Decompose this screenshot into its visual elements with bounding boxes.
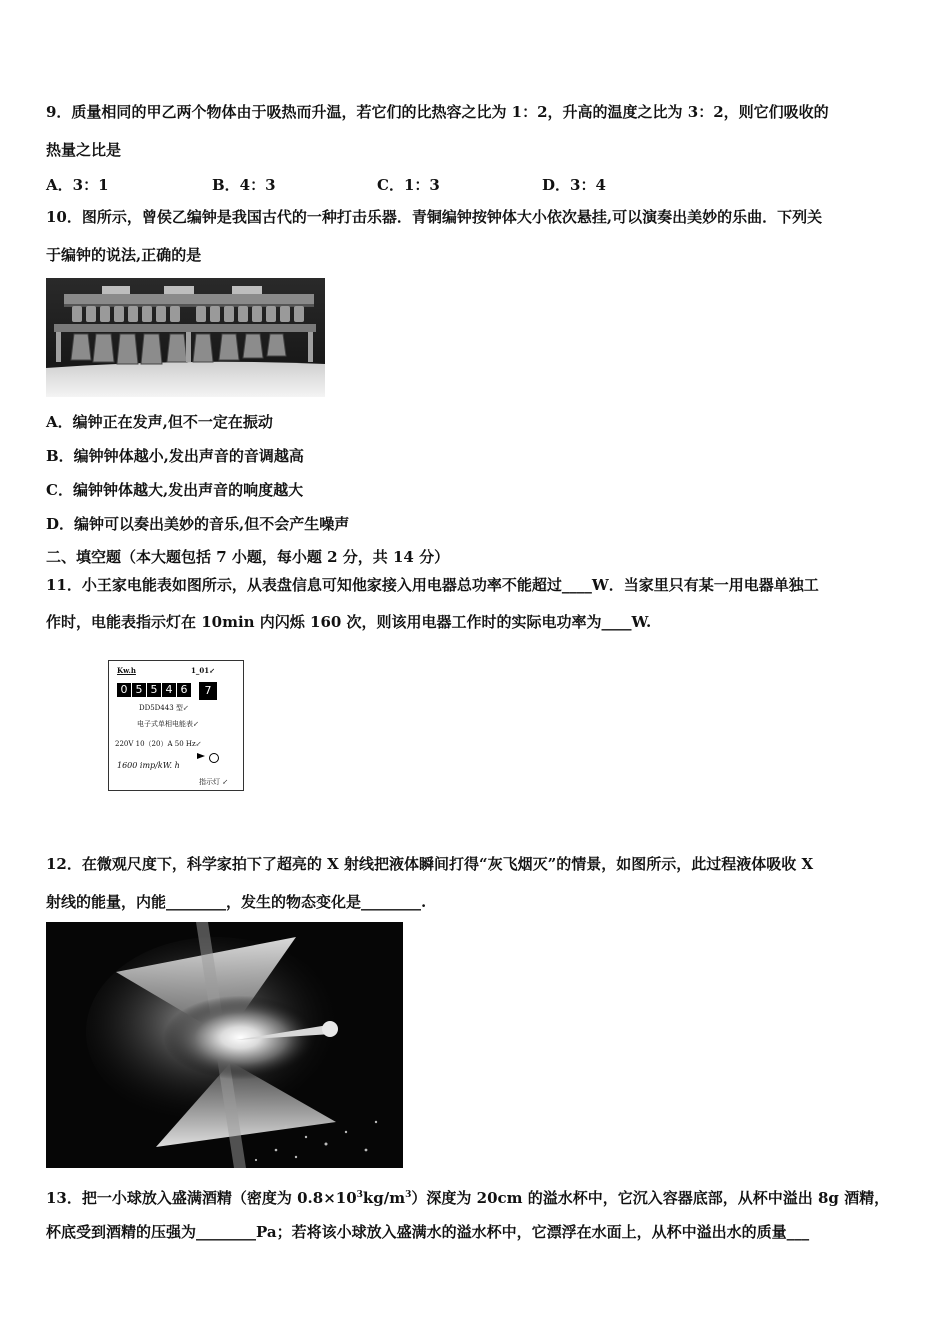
arrow-icon (197, 753, 205, 759)
q13-line1-part-c: ）深度为 20cm 的溢水杯中，它沉入容器底部，从杯中溢出 8g 酒精， (411, 1189, 890, 1207)
meter-decimal-digit: 7 (199, 682, 217, 700)
q13-line1 (46, 1185, 889, 1208)
q10-line1: 10．图所示，曾侯乙编钟是我国古代的一种打击乐器．青铜编钟按钟体大小依次悬挂,可以演奏出美妙的乐曲．下列关 (46, 208, 823, 226)
q13-line2: 杯底受到酒精的压强为________Pa；若将该小球放入盛满水的溢水杯中，它漂浮在水面上，从杯中溢出水的质量___ (46, 1223, 810, 1241)
q10-option-a: A．编钟正在发声,但不一定在振动 (46, 413, 273, 431)
q13-line1-part-a: 13．把一小球放入盛满酒精（密度为 0.8×10 (46, 1189, 357, 1207)
q10-option-b: B．编钟钟体越小,发出声音的音调越高 (46, 447, 304, 465)
q13-line1-part-b: kg/m (362, 1189, 406, 1207)
q11-line1: 11．小王家电能表如图所示，从表盘信息可知他家接入用电器总功率不能超过____W．当家里只有某一用电器单独工 (46, 576, 819, 594)
meter-digit: 4 (162, 683, 176, 697)
q12-line1: 12．在微观尺度下，科学家拍下了超亮的 X 射线把液体瞬间打得“灰飞烟灭”的情景，如图所示，此过程液体吸收 X (46, 855, 814, 873)
meter-rating: 220V 10（20）A 50 Hz↙ (115, 740, 202, 748)
electric-meter-figure (108, 660, 244, 791)
q9-line1: 9．质量相同的甲乙两个物体由于吸热而升温，若它们的比热容之比为 1：2，升高的温度之比为 3：2，则它们吸收的 (46, 103, 829, 121)
meter-digit: 5 (147, 683, 161, 697)
meter-digits (117, 683, 191, 697)
meter-model: DD5D443 型↙ (139, 704, 189, 712)
meter-digit: 5 (132, 683, 146, 697)
meter-indicator-label: 指示灯 ↙ (199, 778, 229, 786)
q9-option-d: D．3：4 (542, 176, 606, 194)
q13-sup-1: 3 (356, 1190, 363, 1200)
q13-sup-2: 3 (405, 1190, 412, 1200)
q11-line2: 作时，电能表指示灯在 10min 内闪烁 160 次，则该用电器工作时的实际电功率为____W. (46, 613, 652, 631)
x-ray-liquid-image (46, 922, 403, 1168)
bianzhong-bells-image (46, 278, 325, 397)
meter-digit: 6 (177, 683, 191, 697)
meter-constant: 1600 imp/kW. h (117, 761, 180, 770)
q9-line2: 热量之比是 (46, 141, 122, 159)
q9-option-a: A．3：1 (46, 176, 109, 194)
q10-line2: 于编钟的说法,正确的是 (46, 246, 202, 264)
section-fill-in-title: 二、填空题（本大题包括 7 小题，每小题 2 分，共 14 分） (46, 548, 450, 566)
indicator-lamp-icon (209, 753, 219, 763)
q10-option-d: D．编钟可以奏出美妙的音乐,但不会产生噪声 (46, 515, 350, 533)
q10-option-c: C．编钟钟体越大,发出声音的响度越大 (46, 481, 304, 499)
q9-option-c: C．1：3 (377, 176, 440, 194)
meter-name: 电子式单相电能表↙ (137, 720, 199, 728)
meter-top-right: 1_01↙ (191, 666, 215, 675)
q12-line2: 射线的能量，内能________，发生的物态变化是________. (46, 893, 427, 911)
meter-unit: Kw.h (117, 666, 136, 675)
q9-option-b: B．4：3 (212, 176, 276, 194)
meter-digit: 0 (117, 683, 131, 697)
